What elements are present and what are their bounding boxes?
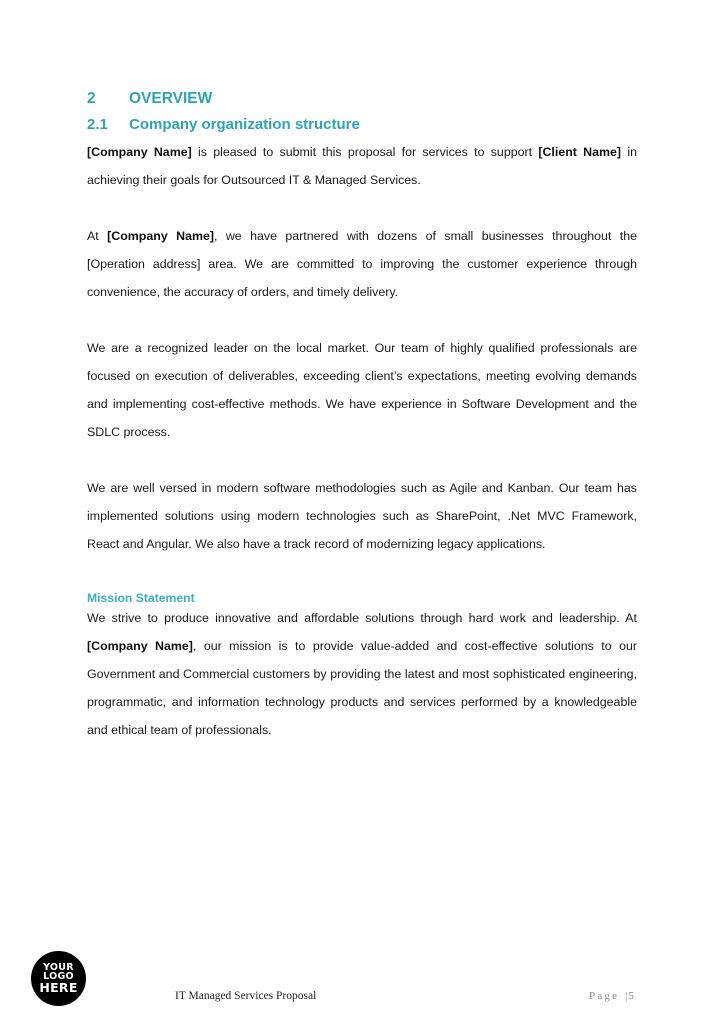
paragraph-spacer bbox=[87, 306, 637, 334]
page-separator: | bbox=[625, 990, 628, 1002]
company-name-placeholder: [Company Name] bbox=[107, 229, 214, 243]
paragraph-spacer bbox=[87, 558, 637, 590]
section-heading bbox=[87, 88, 637, 110]
footer-document-title: IT Managed Services Proposal bbox=[175, 990, 317, 1002]
company-logo bbox=[31, 951, 86, 1006]
company-name-placeholder: [Company Name] bbox=[87, 639, 193, 653]
paragraph-text: , our mission is to provide value-added and cost-effective solutions to our Government and Commercial customers by providing the latest and most sophisticated engineering, programmatic, and information technology products and services performed by a knowledgeable and ethical team of professionals. bbox=[87, 639, 637, 737]
paragraph-spacer bbox=[87, 194, 637, 222]
paragraph-spacer bbox=[87, 446, 637, 474]
paragraph-methodologies: We are well versed in modern software methodologies such as Agile and Kanban. Our team has implemented solutions using modern technologies such as SharePoint, .Net MVC Framework, React and Angular. We also have a track record of modernizing legacy applications. bbox=[87, 481, 637, 551]
page-label: Page bbox=[589, 990, 620, 1002]
page-number-value: 5 bbox=[628, 990, 637, 1002]
logo-line: YOUR bbox=[43, 961, 74, 973]
paragraph-mission bbox=[87, 604, 637, 744]
logo-line: HERE bbox=[39, 979, 78, 995]
subsection-title: Company organization structure bbox=[129, 116, 360, 133]
company-name-placeholder: [Company Name] bbox=[87, 145, 192, 159]
page-content bbox=[87, 88, 637, 744]
section-title: OVERVIEW bbox=[129, 90, 213, 107]
paragraph-text: We strive to produce innovative and affordable solutions through hard work and leadership. At bbox=[87, 611, 637, 625]
logo-line: LOGO bbox=[43, 971, 74, 983]
paragraph-intro bbox=[87, 138, 637, 194]
paragraph-text: , we have partnered with dozens of small businesses throughout the [Operation address] area. We are committed to improving the customer experience through convenience, the accuracy of orders, and timely delivery. bbox=[87, 229, 637, 299]
paragraph-text: in achieving their goals for Outsourced IT & Managed Services. bbox=[87, 145, 637, 187]
client-name-placeholder: [Client Name] bbox=[538, 145, 622, 159]
section-number: 2 bbox=[87, 90, 96, 107]
page-number bbox=[589, 990, 636, 1002]
subsection-heading bbox=[87, 112, 637, 138]
mission-heading: Mission Statement bbox=[87, 591, 195, 605]
paragraph-leader: We are a recognized leader on the local market. Our team of highly qualified professionals are focused on execution of deliverables, exceeding client’s expectations, meeting evolving demands and implementing cost-effective methods. We have experience in Software Development and the SDLC process. bbox=[87, 341, 637, 439]
paragraph-text: is pleased to submit this proposal for services to support bbox=[191, 145, 539, 159]
paragraph-text: At bbox=[87, 229, 108, 243]
subsection-number: 2.1 bbox=[87, 116, 108, 133]
paragraph-partners bbox=[87, 222, 637, 306]
